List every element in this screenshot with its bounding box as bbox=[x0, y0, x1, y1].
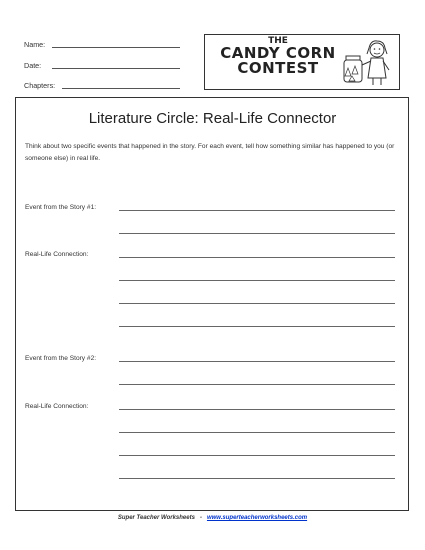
date-line[interactable] bbox=[52, 68, 180, 69]
footer-separator: - bbox=[199, 515, 202, 521]
connection-1-label: Real-Life Connection: bbox=[25, 251, 89, 258]
event-2-label: Event from the Story #2: bbox=[25, 355, 97, 362]
name-line[interactable] bbox=[52, 47, 180, 48]
connection-1-line-1[interactable] bbox=[119, 257, 395, 258]
date-field bbox=[24, 61, 41, 70]
connection-1-line-4[interactable] bbox=[119, 326, 395, 327]
chapters-field bbox=[24, 81, 55, 90]
logo-text bbox=[213, 37, 343, 76]
girl-with-candy-jar-icon bbox=[341, 38, 393, 86]
connection-2-line-4[interactable] bbox=[119, 478, 395, 479]
logo-line-2: CANDY CORN bbox=[220, 44, 336, 62]
instructions-text: Think about two specific events that happened in the story. For each event, tell how something similar has happened to you (or someone else) in real life. bbox=[25, 143, 395, 162]
footer bbox=[0, 515, 425, 521]
event-1-line-2[interactable] bbox=[119, 233, 395, 234]
event-1-label: Event from the Story #1: bbox=[25, 204, 97, 211]
connection-2-line-1[interactable] bbox=[119, 409, 395, 410]
event-2-line-1[interactable] bbox=[119, 361, 395, 362]
logo-line-1: THE bbox=[268, 36, 288, 46]
event-1-line-1[interactable] bbox=[119, 210, 395, 211]
page-title: Literature Circle: Real-Life Connector bbox=[88, 110, 337, 127]
date-label: Date: bbox=[24, 61, 42, 70]
chapters-label: Chapters: bbox=[24, 81, 56, 90]
footer-url-link[interactable]: www.superteacherworksheets.com bbox=[206, 515, 308, 521]
connection-2-line-3[interactable] bbox=[119, 455, 395, 456]
connection-1-line-3[interactable] bbox=[119, 303, 395, 304]
logo-line-3: CONTEST bbox=[237, 59, 319, 77]
name-field bbox=[24, 40, 45, 49]
chapters-line[interactable] bbox=[62, 88, 180, 89]
name-label: Name: bbox=[24, 40, 46, 49]
connection-2-line-2[interactable] bbox=[119, 432, 395, 433]
event-2-line-2[interactable] bbox=[119, 384, 395, 385]
footer-brand: Super Teacher Worksheets bbox=[117, 515, 195, 521]
connection-1-line-2[interactable] bbox=[119, 280, 395, 281]
connection-2-label: Real-Life Connection: bbox=[25, 403, 89, 410]
candy-corn-contest-logo bbox=[204, 34, 400, 90]
